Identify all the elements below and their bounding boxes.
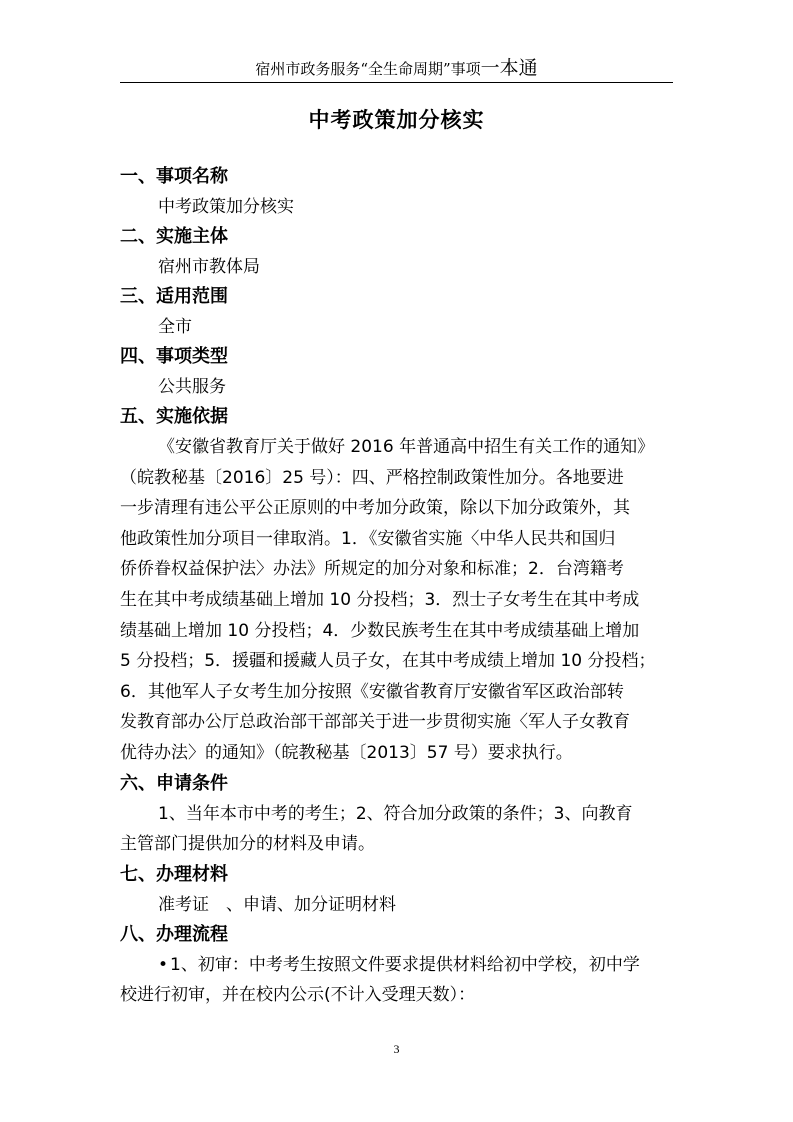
basis-line: 生在其中考成绩基础上增加 10 分投档；3．烈士子女考生在其中考成 xyxy=(120,589,640,610)
header-rule xyxy=(120,82,673,83)
conditions-line: 1、当年本市中考的考生；2、符合加分政策的条件；3、向教育 xyxy=(158,803,633,824)
process-line: 校进行初审，并在校内公示(不计入受理天数）： xyxy=(120,985,476,1006)
section-value-implementing-body: 宿州市教体局 xyxy=(158,257,260,277)
section-heading-basis: 五、实施依据 xyxy=(120,406,228,427)
running-header xyxy=(0,58,793,79)
section-heading-item-type: 四、事项类型 xyxy=(120,346,228,367)
section-body-conditions xyxy=(120,799,680,860)
basis-line: 发教育部办公厅总政治部干部部关于进一步贯彻实施〈军人子女教育 xyxy=(120,712,630,733)
process-line xyxy=(120,950,680,981)
basis-line: （皖教秘基〔2016〕25 号）：四、严格控制政策性加分。各地要进 xyxy=(120,467,624,488)
section-heading-materials: 七、办理材料 xyxy=(120,863,228,885)
section-body-process xyxy=(120,950,680,1011)
basis-line: 《安徽省教育厅关于做好 2016 年普通高中招生有关工作的通知》 xyxy=(158,437,655,457)
basis-line: 优待办法〉的通知》（皖教秘基〔2013〕57 号）要求执行。 xyxy=(120,742,573,763)
basis-line: 绩基础上增加 10 分投档；4．少数民族考生在其中考成绩基础上增加 xyxy=(120,620,640,641)
basis-line: 5 分投档；5．援疆和援藏人员子女，在其中考成绩上增加 10 分投档； xyxy=(120,651,656,672)
section-heading-item-name: 一、事项名称 xyxy=(120,166,228,187)
running-header-tail: 一本通 xyxy=(480,57,538,79)
basis-line: 侨侨眷权益保护法〉办法》所规定的加分对象和标准；2．台湾籍考 xyxy=(120,559,624,580)
bullet-icon: • xyxy=(158,954,169,975)
section-heading-conditions: 六、申请条件 xyxy=(120,772,228,794)
document-body xyxy=(120,162,680,1011)
basis-line: 一步清理有违公平公正原则的中考加分政策，除以下加分政策外，其 xyxy=(120,498,630,519)
section-heading-scope: 三、适用范围 xyxy=(120,286,228,307)
section-value-scope: 全市 xyxy=(158,317,192,337)
document-title: 中考政策加分核实 xyxy=(308,108,485,132)
page-number: 3 xyxy=(393,1042,400,1056)
section-value-item-name: 中考政策加分核实 xyxy=(158,197,294,217)
section-heading-implementing-body: 二、实施主体 xyxy=(120,226,228,247)
section-value-materials: 准考证 、申请、加分证明材料 xyxy=(158,894,396,915)
basis-line: 他政策性加分项目一律取消。1．《安徽省实施〈中华人民共和国归 xyxy=(120,528,616,549)
basis-line: 6．其他军人子女考生加分按照《安徽省教育厅安徽省军区政治部转 xyxy=(120,681,624,702)
section-value-item-type: 公共服务 xyxy=(158,377,226,397)
running-header-text: 宿州市政务服务“全生命周期”事项 xyxy=(255,60,481,78)
process-line-text: 1、初审：中考考生按照文件要求提供材料给初中学校，初中学 xyxy=(170,954,640,975)
section-body-basis xyxy=(120,432,680,769)
section-heading-process: 八、办理流程 xyxy=(120,923,228,945)
conditions-line: 主管部门提供加分的材料及申请。 xyxy=(120,834,375,855)
